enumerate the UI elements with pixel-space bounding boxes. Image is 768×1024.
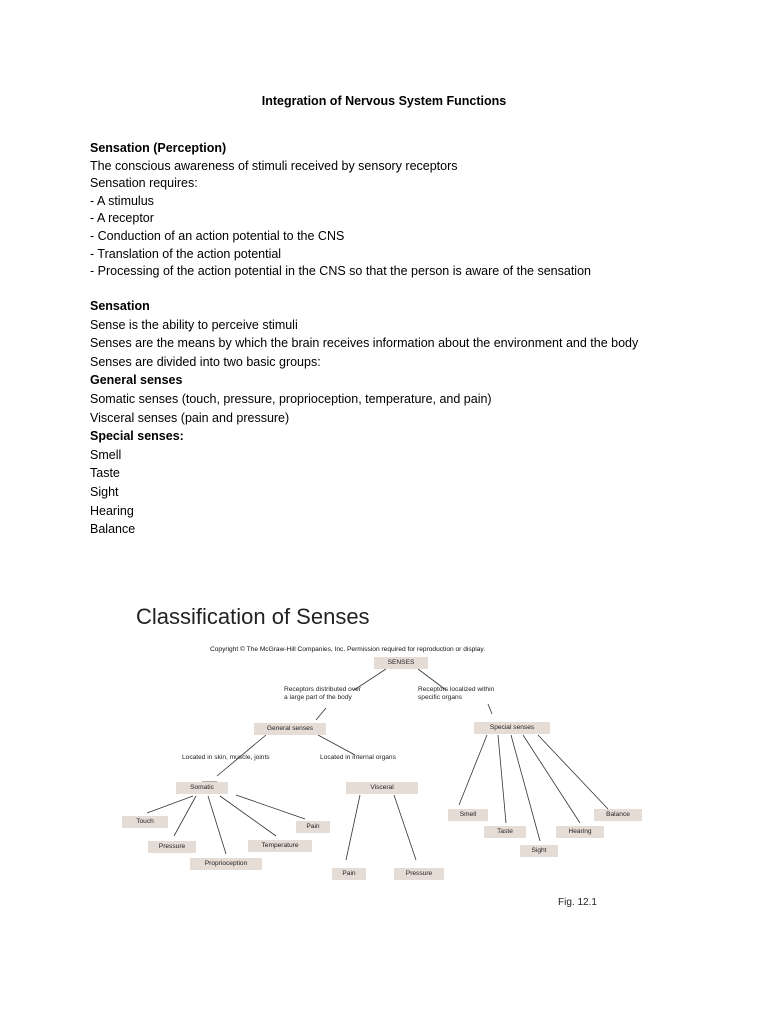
list-item: Taste bbox=[90, 466, 120, 481]
section-sensation bbox=[90, 297, 730, 539]
list-item: Hearing bbox=[90, 503, 134, 518]
figure-title: Classification of Senses bbox=[136, 604, 370, 629]
branch-label-line: specific organs bbox=[418, 694, 462, 701]
right-branch-label bbox=[418, 686, 494, 702]
paragraph-line: The conscious awareness of stimuli received by sensory receptors bbox=[90, 158, 458, 173]
list-item: Smell bbox=[90, 447, 122, 462]
list-item: - Conduction of an action potential to the CNS bbox=[90, 228, 345, 243]
connector-line bbox=[498, 735, 506, 823]
connector-line bbox=[147, 796, 193, 813]
proprioception-node: Proprioception bbox=[190, 858, 262, 870]
taste-node: Taste bbox=[484, 826, 526, 838]
visceral-pressure-node: Pressure bbox=[394, 868, 444, 880]
paragraph-line: Somatic senses (touch, pressure, proprioception, temperature, and pain) bbox=[90, 391, 492, 406]
connector-line bbox=[488, 704, 492, 714]
paragraph-line: Sensation requires: bbox=[90, 176, 198, 191]
paragraph-line: Visceral senses (pain and pressure) bbox=[90, 410, 290, 425]
subsection-heading: General senses bbox=[90, 373, 183, 388]
list-item: - A receptor bbox=[90, 211, 154, 226]
somatic-node: Somatic bbox=[176, 782, 228, 794]
connector-line bbox=[236, 795, 305, 819]
touch-node: Touch bbox=[122, 816, 168, 828]
smell-node: Smell bbox=[448, 809, 488, 821]
connector-line bbox=[208, 796, 226, 854]
list-item: Sight bbox=[90, 484, 119, 499]
paragraph-line: Senses are the means by which the brain receives information about the environment and the body bbox=[90, 336, 639, 351]
balance-node: Balance bbox=[594, 809, 642, 821]
connector-line bbox=[538, 735, 608, 809]
classification-figure bbox=[118, 596, 638, 916]
senses-node: SENSES bbox=[374, 657, 428, 669]
copyright-notice: Copyright © The McGraw-Hill Companies, Inc. Permission required for reproduction or display. bbox=[210, 646, 486, 653]
connector-line bbox=[346, 795, 360, 860]
connector-line bbox=[394, 795, 416, 860]
branch-label-line: Receptors localized within bbox=[418, 686, 495, 693]
connector-line bbox=[318, 735, 355, 755]
connector-line bbox=[316, 708, 326, 720]
list-item: - A stimulus bbox=[90, 193, 154, 208]
figure-caption: Fig. 12.1 bbox=[558, 897, 597, 908]
section-heading: Sensation bbox=[90, 299, 150, 313]
skin-location-label: Located in skin, muscle, joints bbox=[182, 754, 270, 761]
paragraph-line: Senses are divided into two basic groups: bbox=[90, 354, 321, 369]
temperature-node: Temperature bbox=[248, 840, 312, 852]
section-heading: Sensation (Perception) bbox=[90, 141, 227, 155]
paragraph-line: Sense is the ability to perceive stimuli bbox=[90, 317, 298, 332]
sight-node: Sight bbox=[520, 845, 558, 857]
hearing-node: Hearing bbox=[556, 826, 604, 838]
list-item: Balance bbox=[90, 522, 136, 537]
left-branch-label bbox=[284, 686, 361, 702]
document-title: Integration of Nervous System Functions bbox=[261, 94, 507, 108]
general-senses-node: General senses bbox=[254, 723, 326, 735]
somatic-pain-node: Pain bbox=[296, 821, 330, 833]
visceral-node: Visceral bbox=[346, 782, 418, 794]
visceral-pain-node: Pain bbox=[332, 868, 366, 880]
section-sensation-perception bbox=[90, 140, 730, 281]
special-senses-node: Special senses bbox=[474, 722, 550, 734]
list-item: - Translation of the action potential bbox=[90, 246, 282, 261]
branch-label-line: a large part of the body bbox=[284, 694, 352, 701]
branch-label-line: Receptors distributed over bbox=[284, 686, 361, 693]
pressure-node: Pressure bbox=[148, 841, 196, 853]
subsection-heading: Special senses: bbox=[90, 429, 184, 444]
organs-location-label: Located in internal organs bbox=[320, 754, 396, 761]
connector-line bbox=[220, 796, 276, 836]
list-item: - Processing of the action potential in the CNS so that the person is aware of the sensation bbox=[90, 264, 591, 279]
connector-line bbox=[459, 735, 487, 805]
